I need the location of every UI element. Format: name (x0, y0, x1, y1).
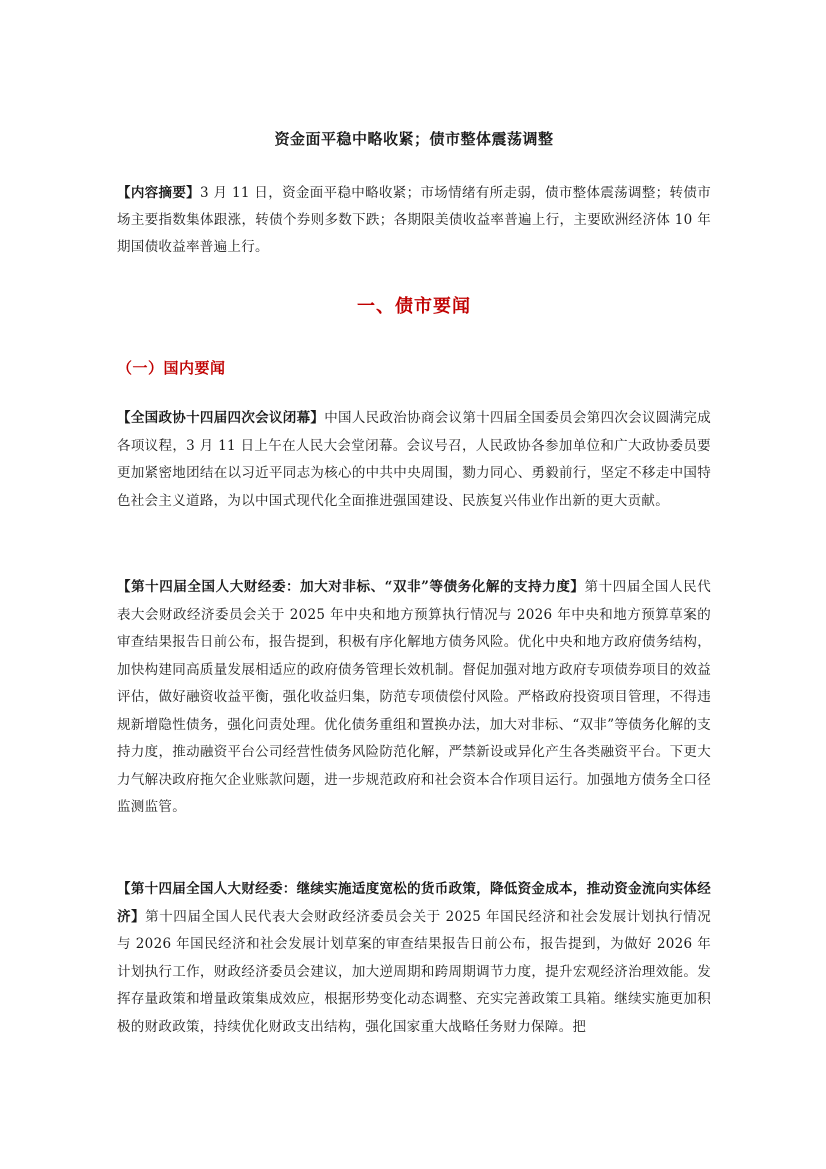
news-body: 第十四届全国人民代表大会财政经济委员会关于 2025 年国民经济和社会发展计划执行情况与 2026 年国民经济和社会发展计划草案的审查结果报告日前公布，报告提到，为做好 2026 年计划执行工作，财政经济委员会建议，加大逆周期和跨周期调节力度，提升宏观经济治理效能。发挥存量政策和增量政策集成效应，根据形势变化动态调整、充实完善政策工具箱。继续实施更加积极的财政政策，持续优化财政支出结构，强化国家重大战略任务财力保障。把 (117, 908, 711, 1035)
abstract-text: 3 月 11 日，资金面平稳中略收紧；市场情绪有所走弱，债市整体震荡调整；转债市场主要指数集体跟涨，转债个券则多数下跌；各期限美债收益率普遍上行，主要欧洲经济体 10 年期国债收益率普遍上行。 (117, 185, 711, 255)
section-heading-bond-news: 一、债市要闻 (357, 296, 471, 317)
abstract-paragraph (117, 180, 711, 261)
news-body: 第十四届全国人民代表大会财政经济委员会关于 2025 年中央和地方预算执行情况与 2026 年中央和地方预算草案的审查结果报告日前公布，报告提到，积极有序化解地方债务风险。优化中央和地方政府债务结构，加快构建同高质量发展相适应的政府债务管理长效机制。督促加强对地方政府专项债券项目的效益评估，做好融资收益平衡，强化收益归集，防范专项债偿付风险。严格政府投资项目管理，不得违规新增隐性债务，强化问责处理。优化债务重组和置换办法，加大对非标、“双非”等债务化解的支持力度，推动融资平台公司经营性债务风险防范化解，严禁新设或异化产生各类融资平台。下更大力气解决政府拖欠企业账款问题，进一步规范政府和社会资本合作项目运行。加强地方债务全口径监测监管。 (117, 579, 712, 815)
news-headline: 【第十四届全国人大财经委：继续实施适度宽松的货币政策，降低资金成本，推动资金流向实体经济】 (117, 881, 711, 925)
document-title: 资金面平稳中略收紧；债市整体震荡调整 (274, 130, 554, 148)
news-paragraph (117, 574, 711, 822)
abstract-label: 【内容摘要】 (117, 185, 201, 201)
news-body: 中国人民政治协商会议第十四届全国委员会第四次会议圆满完成各项议程，3 月 11 日上午在人民大会堂闭幕。会议号召，人民政协各参加单位和广大政协委员要更加紧密地团结在以习近平同志为核心的中共中央周围，勠力同心、勇毅前行，坚定不移走中国特色社会主义道路，为以中国式现代化全面推进强国建设、民族复兴伟业作出新的更大贡献。 (117, 410, 711, 509)
news-paragraph (117, 876, 711, 1041)
news-paragraph (117, 405, 711, 515)
news-headline: 【全国政协十四届四次会议闭幕】 (117, 410, 325, 426)
subsection-heading-domestic-news: （一）国内要闻 (117, 359, 226, 377)
news-headline: 【第十四届全国人大财经委：加大对非标、“双非”等债务化解的支持力度】 (117, 579, 585, 595)
